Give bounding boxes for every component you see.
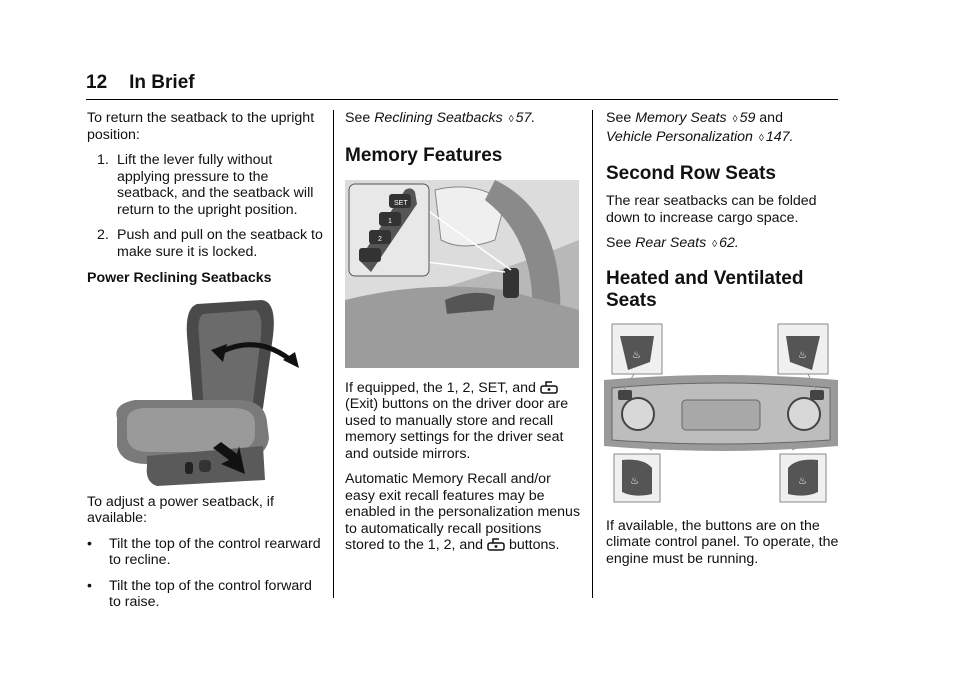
button-label: 2 [378, 235, 382, 243]
step-text: Push and pull on the seatback to make sure it is locked. [117, 227, 323, 260]
section-heading: Memory Features [345, 144, 503, 166]
page-number: 12 [86, 72, 108, 93]
column-divider [333, 110, 334, 598]
button-label: 1 [388, 217, 392, 225]
svg-text:♨: ♨ [632, 349, 641, 361]
page-title: In Brief [129, 72, 195, 93]
see-reference: See Memory Seats ◊ 59 and Vehicle Personalization ◊ 147. [606, 110, 842, 147]
column-1 [87, 110, 323, 620]
power-seat-illustration [87, 296, 323, 488]
page-arrow-icon: ◊ [712, 239, 718, 250]
section-heading: Second Row Seats [606, 163, 776, 184]
page-header [86, 72, 195, 94]
memory-paragraph-2: Automatic Memory Recall and/or easy exit recall features may be enabled in the personalization menus to automatically recall positions stored to the 1, 2, and buttons. [345, 471, 581, 553]
reference-link[interactable]: Memory Seats [635, 110, 727, 126]
list-item [97, 227, 323, 260]
header-rule [86, 99, 838, 100]
page-ref[interactable]: 59 [739, 110, 756, 126]
memory-paragraph-1: If equipped, the 1, 2, SET, and (Exit) buttons on the driver door are used to manually store and recall memory settings for the driver seat and outside mirrors. [345, 379, 569, 462]
column-divider [592, 110, 593, 598]
step-text: Lift the lever fully without applying pressure to the seatback, and the seatback will return to the upright position. [117, 152, 314, 218]
step-number: 2. [97, 227, 109, 243]
reference-link[interactable]: Vehicle Personalization [606, 128, 753, 145]
page-arrow-icon: ◊ [758, 132, 764, 144]
bullet-text: Tilt the top of the control rearward to recline. [109, 535, 321, 568]
svg-text:♨: ♨ [798, 349, 807, 361]
list-item [87, 536, 323, 569]
button-label: SET [394, 199, 408, 207]
bullet-text: Tilt the top of the control forward to raise. [109, 577, 312, 610]
subheading: Power Reclining Seatbacks [87, 270, 272, 286]
step-number: 1. [97, 152, 109, 168]
see-reference: See Rear Seats ◊ 62. [606, 235, 842, 254]
intro-text: To return the seatback to the upright position: [87, 110, 315, 143]
column-3 [606, 110, 842, 576]
reference-link[interactable]: Reclining Seatbacks [374, 110, 503, 126]
page-ref[interactable]: 147 [765, 128, 790, 145]
svg-text:♨: ♨ [798, 475, 807, 487]
memory-buttons-illustration [345, 180, 579, 368]
adjust-text: To adjust a power seatback, if available: [87, 493, 274, 526]
page-arrow-icon: ◊ [508, 114, 514, 125]
svg-text:♨: ♨ [630, 475, 639, 487]
reference-link[interactable]: Rear Seats [635, 235, 707, 251]
exit-seat-icon [540, 380, 558, 394]
heated-seats-paragraph: If available, the buttons are on the climate control panel. To operate, the engine must be running. [606, 517, 839, 567]
bullet-mark: • [87, 535, 92, 552]
list-item [87, 578, 323, 611]
bullet-mark: • [87, 577, 92, 594]
second-row-paragraph: The rear seatbacks can be folded down to increase cargo space. [606, 193, 817, 226]
section-heading: Heated and Ventilated Seats [606, 267, 804, 311]
page-arrow-icon: ◊ [732, 114, 738, 125]
climate-panel-illustration [604, 322, 838, 506]
list-item [97, 152, 323, 218]
page-ref[interactable]: 62 [719, 235, 735, 251]
see-reference: See Reclining Seatbacks ◊ 57. [345, 110, 581, 129]
column-2 [345, 110, 581, 563]
page-ref[interactable]: 57 [515, 110, 532, 126]
exit-seat-icon [487, 537, 505, 551]
